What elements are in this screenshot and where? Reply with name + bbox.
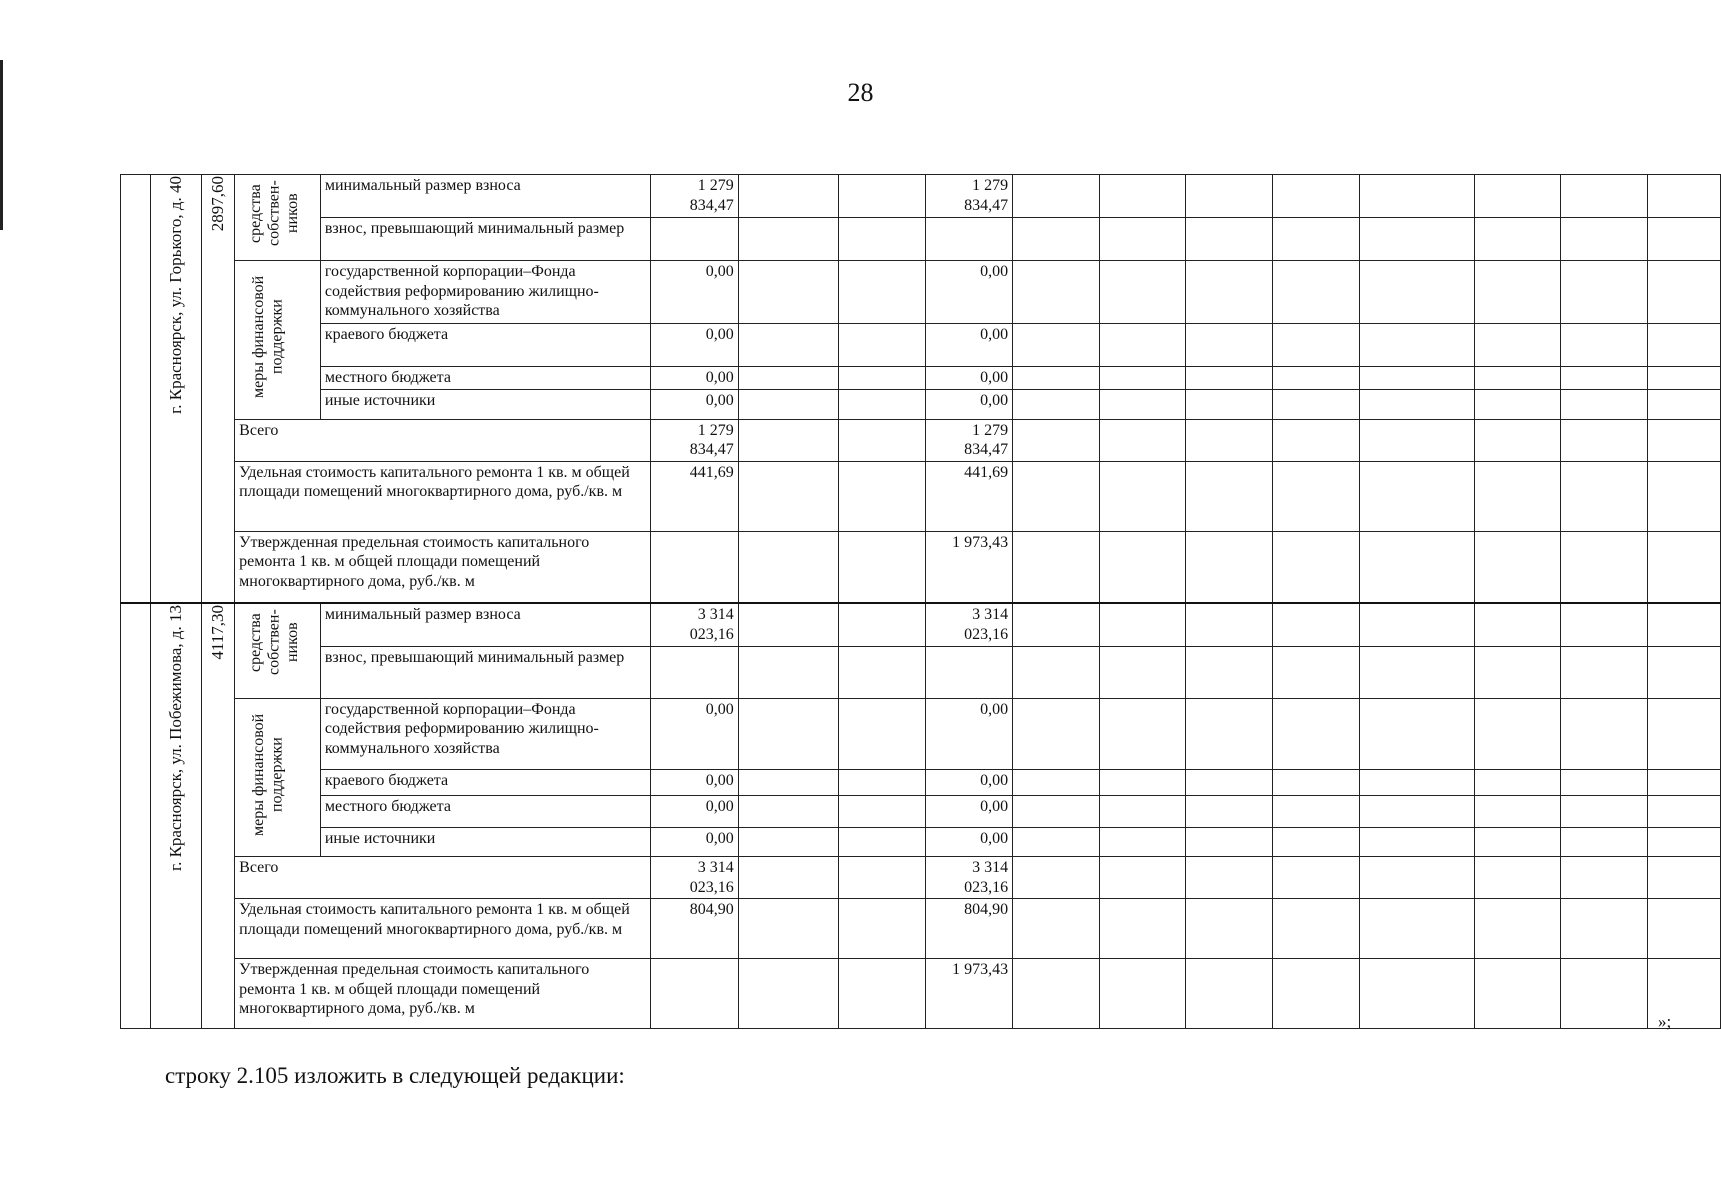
empty-cell	[1561, 218, 1648, 261]
empty-cell	[1359, 899, 1474, 959]
work-cost-cell: 441,69	[925, 461, 1012, 531]
row-label-cell: взнос, превышающий минимальный размер	[320, 646, 650, 698]
empty-cell	[1359, 461, 1474, 531]
empty-cell	[1647, 366, 1720, 389]
financial-support-group-label: меры финансовой поддержки	[250, 713, 286, 836]
empty-cell	[839, 389, 926, 419]
empty-cell	[1359, 959, 1474, 1029]
table-body	[121, 175, 1721, 1029]
empty-cell	[1099, 769, 1186, 796]
total-cost-cell: 0,00	[651, 698, 738, 769]
row-label-cell: местного бюджета	[320, 366, 650, 389]
empty-cell	[1013, 218, 1100, 261]
empty-cell	[1272, 828, 1359, 857]
empty-cell	[738, 857, 838, 899]
empty-cell	[1099, 419, 1186, 461]
empty-cell	[1186, 419, 1273, 461]
area-cell	[202, 603, 235, 1029]
empty-cell	[1272, 857, 1359, 899]
empty-cell	[1272, 461, 1359, 531]
empty-cell	[1013, 769, 1100, 796]
empty-cell	[1013, 828, 1100, 857]
empty-cell	[1474, 828, 1561, 857]
financial-support-group-label: меры финансовой поддержки	[250, 275, 286, 399]
empty-cell	[1013, 796, 1100, 828]
empty-cell	[1272, 531, 1359, 603]
empty-cell	[839, 461, 926, 531]
owner-funds-group-cell	[235, 603, 321, 698]
empty-cell	[1647, 218, 1720, 261]
empty-cell	[738, 899, 838, 959]
empty-cell	[738, 698, 838, 769]
empty-cell	[1561, 366, 1648, 389]
empty-cell	[1561, 899, 1648, 959]
empty-cell	[738, 366, 838, 389]
total-cost-cell: 3 314 023,16	[651, 857, 738, 899]
empty-cell	[1099, 461, 1186, 531]
table-row	[121, 899, 1721, 959]
empty-cell	[738, 419, 838, 461]
empty-cell	[1561, 389, 1648, 419]
empty-cell	[839, 698, 926, 769]
work-cost-cell: 0,00	[925, 828, 1012, 857]
work-cost-cell: 0,00	[925, 698, 1012, 769]
total-cost-cell: 0,00	[651, 828, 738, 857]
total-cost-cell	[651, 531, 738, 603]
row-label-cell: государственной корпорации–Фонда содействия реформированию жилищно-коммунального хозяйства	[320, 698, 650, 769]
empty-cell	[1272, 389, 1359, 419]
empty-cell	[1186, 461, 1273, 531]
row-label-cell: Утвержденная предельная стоимость капитального ремонта 1 кв. м общей площади помещений многоквартирного дома, руб./кв. м	[235, 531, 651, 603]
empty-cell	[1647, 698, 1720, 769]
total-cost-cell: 0,00	[651, 769, 738, 796]
empty-cell	[839, 796, 926, 828]
empty-cell	[1099, 175, 1186, 218]
empty-cell	[738, 389, 838, 419]
total-cost-cell: 0,00	[651, 389, 738, 419]
empty-cell	[738, 461, 838, 531]
empty-cell	[1013, 261, 1100, 324]
empty-cell	[1013, 899, 1100, 959]
total-cost-cell: 0,00	[651, 366, 738, 389]
row-label-cell: государственной корпорации–Фонда содействия реформированию жилищно-коммунального хозяйства	[320, 261, 650, 324]
work-cost-cell: 1 973,43	[925, 531, 1012, 603]
empty-cell	[1272, 175, 1359, 218]
table-row	[121, 531, 1721, 603]
table-row	[121, 857, 1721, 899]
empty-cell	[1186, 828, 1273, 857]
empty-cell	[1272, 646, 1359, 698]
empty-cell	[1647, 796, 1720, 828]
page-number: 28	[847, 78, 874, 107]
empty-cell	[1647, 769, 1720, 796]
empty-cell	[738, 531, 838, 603]
empty-cell	[1272, 218, 1359, 261]
address-text: г. Красноярск, ул. Горького, д. 40	[166, 176, 186, 414]
empty-cell	[1359, 175, 1474, 218]
work-cost-cell: 3 314 023,16	[925, 857, 1012, 899]
empty-cell	[1013, 698, 1100, 769]
total-cost-cell: 441,69	[651, 461, 738, 531]
empty-cell	[1186, 389, 1273, 419]
empty-cell	[1359, 646, 1474, 698]
empty-cell	[1474, 698, 1561, 769]
empty-cell	[1647, 531, 1720, 603]
empty-cell	[1474, 389, 1561, 419]
table-row	[121, 461, 1721, 531]
table-row	[121, 175, 1721, 218]
empty-cell	[1013, 461, 1100, 531]
total-cost-cell	[651, 959, 738, 1029]
empty-cell	[1561, 796, 1648, 828]
empty-cell	[1272, 959, 1359, 1029]
area-cell	[202, 175, 235, 604]
work-cost-cell: 1 279 834,47	[925, 419, 1012, 461]
work-cost-cell: 0,00	[925, 261, 1012, 324]
total-cost-cell: 0,00	[651, 796, 738, 828]
empty-cell	[1359, 857, 1474, 899]
empty-cell	[1186, 646, 1273, 698]
work-cost-cell: 0,00	[925, 769, 1012, 796]
empty-cell	[1186, 857, 1273, 899]
empty-cell	[1186, 324, 1273, 367]
empty-cell	[1099, 959, 1186, 1029]
row-label-cell: иные источники	[320, 389, 650, 419]
work-cost-cell: 0,00	[925, 796, 1012, 828]
empty-cell	[1561, 959, 1648, 1029]
owner-funds-group-cell	[235, 175, 321, 261]
empty-cell	[1359, 531, 1474, 603]
empty-cell	[1272, 769, 1359, 796]
empty-cell	[1186, 366, 1273, 389]
empty-cell	[1474, 959, 1561, 1029]
row-label-cell: Удельная стоимость капитального ремонта 1 кв. м общей площади помещений многоквартирного дома, руб./кв. м	[235, 461, 651, 531]
empty-cell	[1272, 419, 1359, 461]
empty-cell	[1013, 959, 1100, 1029]
total-cost-cell: 804,90	[651, 899, 738, 959]
row-label-cell: Всего	[235, 857, 651, 899]
empty-cell	[1359, 828, 1474, 857]
empty-cell	[1013, 175, 1100, 218]
table-row	[121, 218, 1721, 261]
empty-cell	[1186, 218, 1273, 261]
empty-cell	[1099, 899, 1186, 959]
empty-cell	[1013, 646, 1100, 698]
empty-cell	[1099, 531, 1186, 603]
empty-cell	[1561, 698, 1648, 769]
closing-quote: »;	[1658, 1012, 1672, 1031]
table-row	[121, 419, 1721, 461]
empty-cell	[1474, 796, 1561, 828]
work-cost-cell	[925, 646, 1012, 698]
table-row	[121, 366, 1721, 389]
empty-cell	[738, 218, 838, 261]
empty-cell	[1647, 899, 1720, 959]
empty-cell	[1099, 389, 1186, 419]
total-cost-cell	[651, 646, 738, 698]
empty-cell	[839, 324, 926, 367]
empty-cell	[1013, 531, 1100, 603]
empty-cell	[1561, 261, 1648, 324]
empty-cell	[1186, 531, 1273, 603]
empty-cell	[839, 899, 926, 959]
empty-cell	[1359, 419, 1474, 461]
empty-cell	[1013, 603, 1100, 646]
empty-cell	[839, 769, 926, 796]
empty-cell	[1359, 218, 1474, 261]
empty-cell	[1359, 603, 1474, 646]
row-label-cell: местного бюджета	[320, 796, 650, 828]
table-row	[121, 828, 1721, 857]
empty-cell	[738, 261, 838, 324]
empty-cell	[1272, 324, 1359, 367]
table-row	[121, 796, 1721, 828]
empty-cell	[1474, 603, 1561, 646]
area-text: 2897,60	[208, 176, 228, 232]
empty-cell	[738, 175, 838, 218]
table-row	[121, 603, 1721, 646]
row-label-cell: минимальный размер взноса	[320, 175, 650, 218]
row-number-cell	[121, 175, 151, 604]
empty-cell	[839, 959, 926, 1029]
row-label-cell: Всего	[235, 419, 651, 461]
empty-cell	[1474, 769, 1561, 796]
empty-cell	[1272, 796, 1359, 828]
empty-cell	[1272, 366, 1359, 389]
empty-cell	[1474, 531, 1561, 603]
empty-cell	[1272, 603, 1359, 646]
empty-cell	[1099, 828, 1186, 857]
total-cost-cell: 1 279 834,47	[651, 419, 738, 461]
empty-cell	[1561, 175, 1648, 218]
empty-cell	[1474, 366, 1561, 389]
empty-cell	[1474, 324, 1561, 367]
total-cost-cell: 0,00	[651, 261, 738, 324]
total-cost-cell: 1 279 834,47	[651, 175, 738, 218]
row-label-cell: Удельная стоимость капитального ремонта 1 кв. м общей площади помещений многоквартирного дома, руб./кв. м	[235, 899, 651, 959]
empty-cell	[1561, 603, 1648, 646]
empty-cell	[1359, 698, 1474, 769]
empty-cell	[1186, 959, 1273, 1029]
empty-cell	[839, 366, 926, 389]
work-cost-cell: 0,00	[925, 366, 1012, 389]
empty-cell	[1647, 324, 1720, 367]
empty-cell	[1647, 603, 1720, 646]
row-label-cell: взнос, превышающий минимальный размер	[320, 218, 650, 261]
work-cost-cell: 3 314 023,16	[925, 603, 1012, 646]
empty-cell	[1561, 828, 1648, 857]
empty-cell	[738, 959, 838, 1029]
empty-cell	[738, 603, 838, 646]
empty-cell	[1186, 769, 1273, 796]
empty-cell	[1099, 857, 1186, 899]
table-row	[121, 646, 1721, 698]
address-text: г. Красноярск, ул. Побежимова, д. 13	[166, 605, 186, 872]
empty-cell	[839, 261, 926, 324]
empty-cell	[839, 218, 926, 261]
empty-cell	[1359, 324, 1474, 367]
empty-cell	[1359, 389, 1474, 419]
empty-cell	[738, 828, 838, 857]
empty-cell	[1099, 366, 1186, 389]
empty-cell	[1099, 698, 1186, 769]
empty-cell	[839, 857, 926, 899]
empty-cell	[1561, 419, 1648, 461]
empty-cell	[1099, 603, 1186, 646]
empty-cell	[1013, 389, 1100, 419]
empty-cell	[1474, 646, 1561, 698]
empty-cell	[1013, 366, 1100, 389]
empty-cell	[1272, 899, 1359, 959]
empty-cell	[738, 324, 838, 367]
empty-cell	[1647, 389, 1720, 419]
empty-cell	[1272, 698, 1359, 769]
empty-cell	[1186, 698, 1273, 769]
table-row	[121, 389, 1721, 419]
table-row	[121, 959, 1721, 1029]
empty-cell	[1186, 175, 1273, 218]
empty-cell	[1099, 324, 1186, 367]
empty-cell	[839, 646, 926, 698]
empty-cell	[1186, 796, 1273, 828]
empty-cell	[1013, 857, 1100, 899]
work-cost-cell	[925, 218, 1012, 261]
work-cost-cell: 0,00	[925, 324, 1012, 367]
empty-cell	[1099, 261, 1186, 324]
empty-cell	[1474, 175, 1561, 218]
empty-cell	[1359, 366, 1474, 389]
empty-cell	[1647, 419, 1720, 461]
empty-cell	[839, 603, 926, 646]
empty-cell	[1647, 828, 1720, 857]
empty-cell	[1561, 769, 1648, 796]
empty-cell	[1186, 261, 1273, 324]
financial-support-group-cell	[235, 698, 321, 857]
empty-cell	[1099, 796, 1186, 828]
empty-cell	[839, 175, 926, 218]
total-cost-cell: 3 314 023,16	[651, 603, 738, 646]
row-label-cell: краевого бюджета	[320, 769, 650, 796]
empty-cell	[1647, 175, 1720, 218]
table-row	[121, 324, 1721, 367]
empty-cell	[1099, 646, 1186, 698]
empty-cell	[1272, 261, 1359, 324]
empty-cell	[839, 419, 926, 461]
area-text: 4117,30	[208, 605, 228, 660]
empty-cell	[1013, 419, 1100, 461]
address-cell	[150, 175, 202, 604]
empty-cell	[1561, 646, 1648, 698]
empty-cell	[1359, 796, 1474, 828]
empty-cell	[1474, 419, 1561, 461]
empty-cell	[1474, 218, 1561, 261]
row-label-cell: Утвержденная предельная стоимость капитального ремонта 1 кв. м общей площади помещений многоквартирного дома, руб./кв. м	[235, 959, 651, 1029]
empty-cell	[1561, 857, 1648, 899]
empty-cell	[1474, 461, 1561, 531]
empty-cell	[1647, 261, 1720, 324]
table-row	[121, 698, 1721, 769]
empty-cell	[738, 769, 838, 796]
empty-cell	[738, 646, 838, 698]
address-cell	[150, 603, 202, 1029]
table-row	[121, 261, 1721, 324]
empty-cell	[738, 796, 838, 828]
owner-funds-group-label: средства собствен-ников	[247, 609, 302, 676]
empty-cell	[1561, 324, 1648, 367]
empty-cell	[1647, 461, 1720, 531]
work-cost-cell: 0,00	[925, 389, 1012, 419]
empty-cell	[1474, 261, 1561, 324]
empty-cell	[1359, 769, 1474, 796]
financial-support-group-cell	[235, 261, 321, 420]
work-cost-cell: 1 279 834,47	[925, 175, 1012, 218]
empty-cell	[1647, 646, 1720, 698]
empty-cell	[839, 828, 926, 857]
total-cost-cell: 0,00	[651, 324, 738, 367]
work-cost-cell: 1 973,43	[925, 959, 1012, 1029]
empty-cell	[1474, 899, 1561, 959]
row-number-cell	[121, 603, 151, 1029]
empty-cell	[1561, 461, 1648, 531]
row-label-cell: минимальный размер взноса	[320, 603, 650, 646]
total-cost-cell	[651, 218, 738, 261]
empty-cell	[1186, 899, 1273, 959]
empty-cell	[1359, 261, 1474, 324]
empty-cell	[1474, 857, 1561, 899]
owner-funds-group-label: средства собствен-ников	[247, 180, 302, 247]
empty-cell	[1099, 218, 1186, 261]
empty-cell	[1561, 531, 1648, 603]
row-label-cell: иные источники	[320, 828, 650, 857]
empty-cell	[1647, 857, 1720, 899]
following-instruction-text: строку 2.105 изложить в следующей редакции:	[165, 1063, 625, 1088]
table-row	[121, 769, 1721, 796]
empty-cell	[839, 531, 926, 603]
row-label-cell: краевого бюджета	[320, 324, 650, 367]
empty-cell	[1013, 324, 1100, 367]
empty-cell	[1186, 603, 1273, 646]
repair-cost-table	[120, 174, 1721, 1029]
work-cost-cell: 804,90	[925, 899, 1012, 959]
